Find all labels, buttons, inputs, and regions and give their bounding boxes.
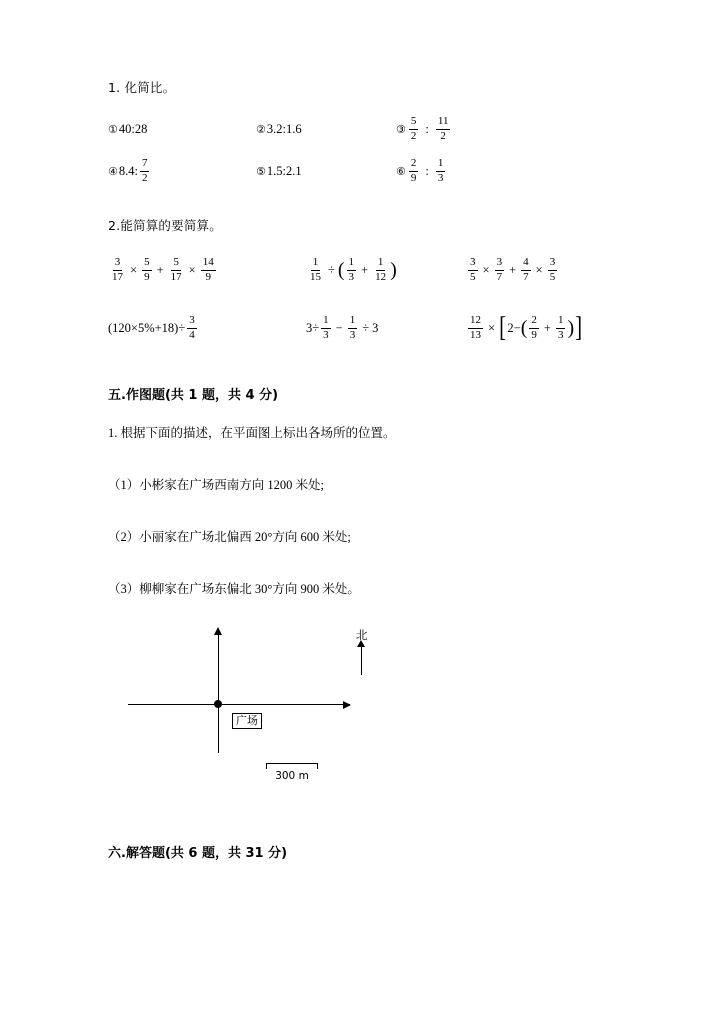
fraction-denominator: 12 bbox=[375, 270, 387, 283]
fraction-numerator: 1 bbox=[348, 315, 358, 329]
calculation-block bbox=[108, 250, 618, 348]
fraction-denominator: 17 bbox=[112, 270, 123, 283]
fraction-numerator: 3 bbox=[495, 257, 505, 271]
fraction bbox=[201, 257, 216, 283]
fraction-denominator: 4 bbox=[189, 328, 195, 341]
item-label-2: ② bbox=[256, 122, 266, 136]
fraction-denominator: 3 bbox=[437, 171, 444, 184]
fraction-numerator: 11 bbox=[436, 116, 451, 130]
section-5-item-2: （2）小丽家在广场北偏西 20°方向 600 米处; bbox=[108, 530, 351, 544]
calc-expr-6 bbox=[466, 311, 616, 343]
ratio-item-4 bbox=[108, 158, 256, 184]
scale-bar bbox=[266, 763, 318, 782]
question-2-title: 2.能简算的要简算。 bbox=[108, 218, 222, 233]
fraction-numerator: 1 bbox=[321, 315, 331, 329]
fraction-numerator: 12 bbox=[468, 315, 483, 329]
page-content bbox=[108, 78, 618, 861]
fraction-numerator: 2 bbox=[409, 158, 419, 172]
calc-expr-5 bbox=[306, 315, 466, 341]
fraction-denominator: 7 bbox=[496, 270, 503, 283]
fraction-denominator: 15 bbox=[310, 270, 321, 283]
operator: + bbox=[543, 320, 551, 335]
fraction-denominator: 13 bbox=[470, 328, 481, 341]
fraction-denominator: 3 bbox=[349, 328, 356, 341]
item-label-5: ⑤ bbox=[256, 164, 266, 178]
fraction-numerator: 7 bbox=[140, 158, 150, 172]
section-5 bbox=[108, 384, 618, 796]
fraction bbox=[187, 315, 197, 341]
fraction-numerator: 1 bbox=[376, 257, 386, 271]
fraction-denominator: 2 bbox=[440, 129, 446, 142]
ratio-item-2 bbox=[256, 122, 396, 137]
operator: ÷ bbox=[362, 320, 370, 335]
right-paren: ) bbox=[390, 258, 397, 281]
ratio-colon: : bbox=[425, 163, 429, 178]
fraction bbox=[529, 315, 539, 341]
fraction bbox=[142, 257, 152, 283]
operator: × bbox=[535, 262, 543, 277]
section-5-item-1: （1）小彬家在广场西南方向 1200 米处; bbox=[108, 478, 324, 492]
fraction-1-3 bbox=[436, 158, 446, 184]
fraction bbox=[495, 257, 505, 283]
operator: × bbox=[482, 262, 490, 277]
item-label-4: ④ bbox=[108, 164, 118, 178]
fraction-denominator: 9 bbox=[144, 270, 150, 283]
fraction-numerator: 1 bbox=[347, 257, 357, 271]
section-5-question-1: 1. 根据下面的描述，在平面图上标出各场所的位置。 bbox=[108, 426, 396, 440]
operator: × bbox=[130, 262, 138, 277]
operator: ÷ bbox=[328, 262, 335, 277]
fraction-numerator: 1 bbox=[556, 315, 566, 329]
operator: × bbox=[488, 320, 496, 335]
fraction bbox=[373, 257, 388, 283]
ratio-item-1 bbox=[108, 122, 256, 137]
fraction-numerator: 5 bbox=[171, 257, 181, 271]
fraction-numerator: 3 bbox=[468, 257, 478, 271]
fraction bbox=[521, 257, 531, 283]
calc-expr-1 bbox=[108, 257, 306, 283]
fraction bbox=[308, 257, 323, 283]
ratio-item-5 bbox=[256, 164, 396, 179]
calc-row-2 bbox=[108, 308, 618, 348]
expr-text: 3÷ bbox=[306, 320, 320, 335]
fraction bbox=[347, 257, 357, 283]
expr-text: (120×5%+18)÷ bbox=[108, 320, 186, 335]
fraction bbox=[348, 315, 358, 341]
expr-text: 2− bbox=[507, 320, 521, 335]
origin-point bbox=[214, 700, 222, 708]
square-label: 广场 bbox=[232, 713, 262, 729]
fraction-numerator: 5 bbox=[409, 116, 419, 130]
section-6-heading: 六.解答题(共 6 题，共 31 分) bbox=[108, 846, 288, 861]
item-label-1: ① bbox=[108, 122, 118, 136]
fraction-numerator: 5 bbox=[142, 257, 152, 271]
fraction-numerator: 3 bbox=[548, 257, 558, 271]
fraction bbox=[169, 257, 184, 283]
question-1-title: 1. 化简比。 bbox=[108, 80, 176, 95]
fraction bbox=[548, 257, 558, 283]
fraction-denominator: 2 bbox=[410, 129, 417, 142]
ratio-row-2 bbox=[108, 154, 618, 188]
fraction-numerator: 1 bbox=[436, 158, 446, 172]
fraction-denominator: 3 bbox=[557, 328, 564, 341]
right-bracket: ] bbox=[575, 311, 583, 343]
fraction-denominator: 3 bbox=[323, 328, 329, 341]
fraction-7-2 bbox=[140, 158, 150, 184]
fraction-numerator: 4 bbox=[521, 257, 531, 271]
coordinate-diagram bbox=[128, 621, 458, 796]
ratio-item-3 bbox=[396, 116, 536, 142]
operator: + bbox=[361, 262, 369, 277]
scale-bar-line bbox=[266, 763, 318, 769]
right-paren: ) bbox=[567, 316, 575, 339]
fraction-denominator: 5 bbox=[470, 270, 476, 283]
north-label: 北 bbox=[356, 628, 368, 642]
fraction-denominator: 3 bbox=[348, 270, 355, 283]
section-5-item-3: （3）柳柳家在广场东偏北 30°方向 900 米处。 bbox=[108, 582, 360, 596]
calc-row-1 bbox=[108, 250, 618, 290]
fraction-denominator: 2 bbox=[141, 171, 148, 184]
fraction-numerator: 14 bbox=[201, 257, 216, 271]
operator: × bbox=[188, 262, 196, 277]
fraction-denominator: 9 bbox=[531, 328, 537, 341]
north-axis-arrow bbox=[218, 635, 219, 753]
item-label-3: ③ bbox=[396, 122, 406, 136]
fraction-denominator: 17 bbox=[170, 270, 182, 283]
item-text-2: 3.2:1.6 bbox=[266, 121, 302, 136]
north-direction-icon bbox=[361, 647, 362, 675]
fraction bbox=[321, 315, 331, 341]
fraction-numerator: 3 bbox=[187, 315, 197, 329]
fraction bbox=[468, 257, 478, 283]
item-text-4: 8.4: bbox=[118, 163, 138, 178]
expr-text: 3 bbox=[372, 320, 379, 335]
fraction-denominator: 5 bbox=[549, 270, 556, 283]
calc-expr-2 bbox=[306, 257, 466, 283]
item-label-6: ⑥ bbox=[396, 164, 406, 178]
left-bracket: [ bbox=[499, 311, 507, 343]
ratio-item-6 bbox=[396, 158, 536, 184]
fraction-11-2 bbox=[436, 116, 451, 142]
fraction-denominator: 7 bbox=[523, 270, 529, 283]
item-text-5: 1.5:2.1 bbox=[266, 163, 302, 178]
fraction-denominator: 9 bbox=[410, 171, 417, 184]
fraction-5-2 bbox=[409, 116, 419, 142]
calc-expr-3 bbox=[466, 257, 616, 283]
item-text-1: 40:28 bbox=[118, 121, 148, 136]
fraction bbox=[468, 315, 483, 341]
calc-expr-4 bbox=[108, 315, 306, 341]
ratio-colon: : bbox=[425, 121, 429, 136]
fraction bbox=[556, 315, 566, 341]
fraction-numerator: 3 bbox=[113, 257, 123, 271]
left-paren: ( bbox=[337, 258, 345, 281]
fraction-denominator: 9 bbox=[205, 270, 211, 283]
section-6 bbox=[108, 842, 618, 861]
operator: + bbox=[156, 262, 164, 277]
fraction-numerator: 1 bbox=[311, 257, 321, 271]
ratio-row-1 bbox=[108, 112, 618, 146]
operator: + bbox=[509, 262, 517, 277]
operator: − bbox=[335, 320, 343, 335]
fraction-2-9 bbox=[409, 158, 419, 184]
fraction bbox=[110, 257, 125, 283]
scale-bar-label: 300 m bbox=[275, 770, 309, 782]
section-5-heading: 五.作图题(共 1 题，共 4 分) bbox=[108, 388, 279, 403]
left-paren: ( bbox=[520, 316, 528, 339]
fraction-numerator: 2 bbox=[529, 315, 539, 329]
east-axis-arrow bbox=[128, 704, 350, 705]
